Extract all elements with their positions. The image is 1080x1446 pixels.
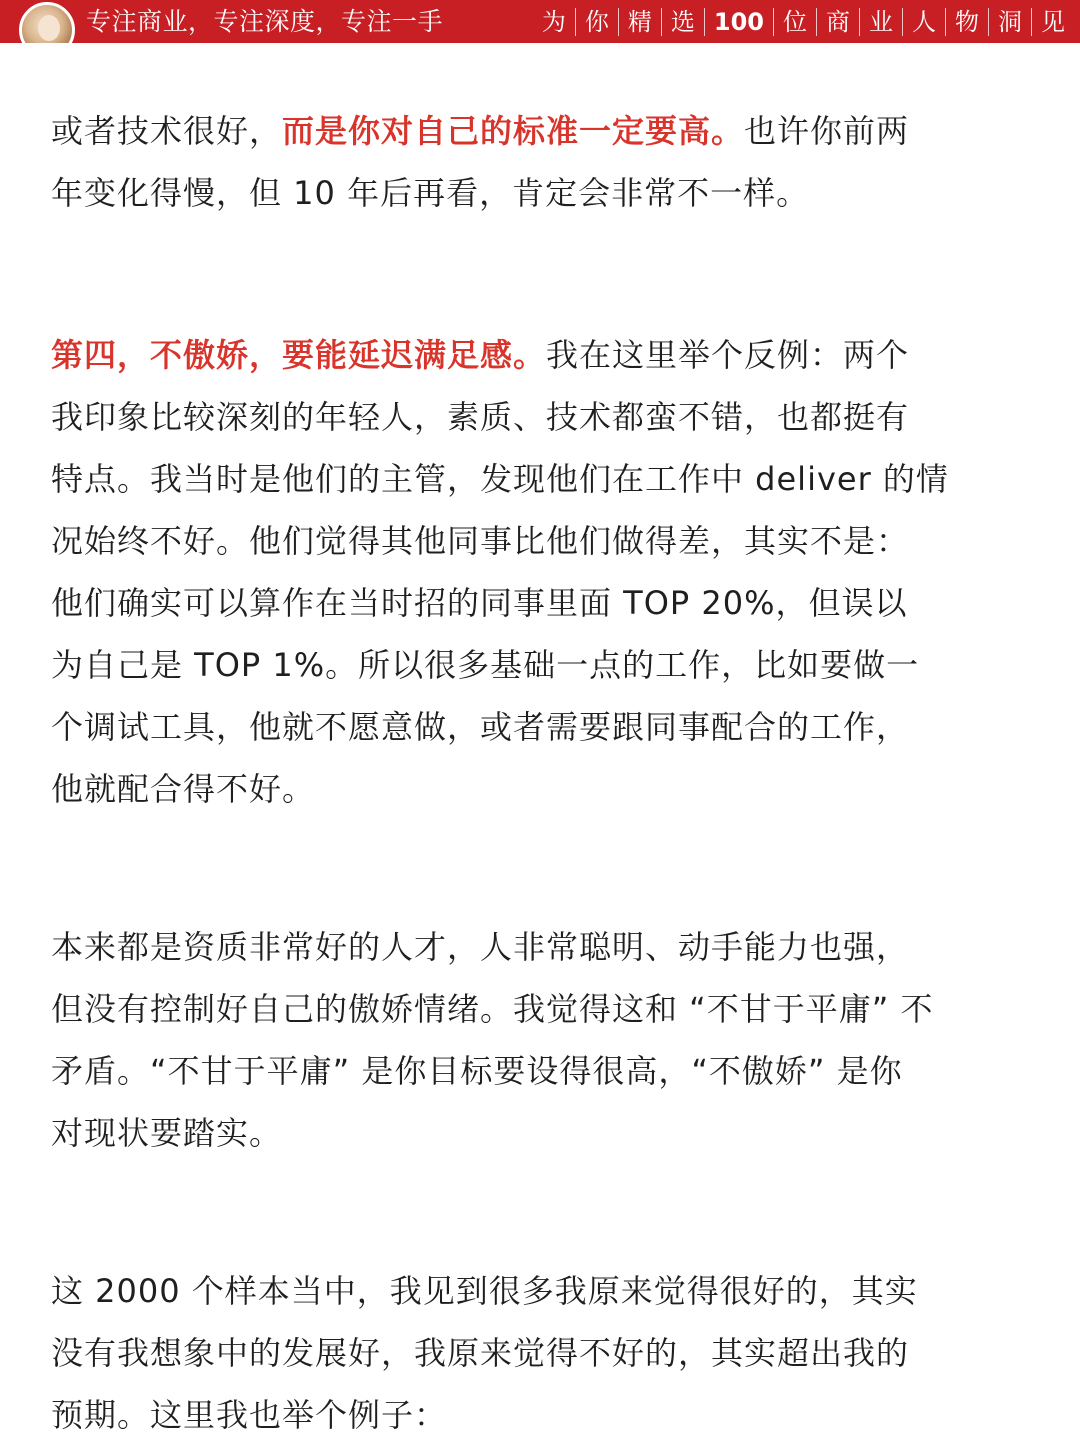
paragraph-1: [51, 100, 1036, 224]
paragraph-3: [51, 916, 1036, 1164]
tagline-char: 业: [859, 8, 902, 36]
avatar[interactable]: [19, 2, 75, 43]
header-banner: [0, 0, 1080, 43]
tagline-char: 人: [902, 8, 945, 36]
text-run: 或者技术很好，: [51, 112, 283, 150]
article-body: [51, 100, 1036, 1446]
text-line: [51, 100, 1036, 162]
highlight-heading: 第四，不傲娇，要能延迟满足感。: [51, 336, 547, 374]
text-line: 我印象比较深刻的年轻人，素质、技术都蛮不错，也都挺有: [51, 398, 910, 436]
avatar-face-icon: [38, 15, 60, 41]
tagline-char: 精: [618, 8, 661, 36]
tagline-char: 为: [541, 7, 566, 36]
tagline-char: 洞: [988, 8, 1031, 36]
paragraph-4: [51, 1260, 1036, 1446]
banner-slogan: 专注商业，专注深度，专注一手: [86, 7, 444, 36]
text-run: 我在这里举个反例：两个: [546, 336, 910, 374]
tagline-char: 见: [1031, 8, 1074, 36]
text-line: 预期。这里我也举个例子：: [51, 1396, 448, 1434]
paragraph-2: [51, 324, 1036, 820]
text-line: 没有我想象中的发展好，我原来觉得不好的，其实超出我的: [51, 1334, 910, 1372]
text-line: 矛盾。“不甘于平庸” 是你目标要设得很高，“不傲娇” 是你: [51, 1052, 903, 1090]
text-line: 他们确实可以算作在当时招的同事里面 TOP 20%，但误以: [51, 584, 908, 622]
tagline-char: 物: [945, 8, 988, 36]
tagline-number: 100: [704, 8, 773, 36]
highlight-text: 而是你对自己的标准一定要高。: [282, 112, 745, 150]
banner-tagline: [533, 0, 1074, 43]
tagline-char: 你: [575, 8, 618, 36]
text-line: 对现状要踏实。: [51, 1114, 283, 1152]
text-line: 本来都是资质非常好的人才，人非常聪明、动手能力也强，: [51, 928, 910, 966]
text-line: 他就配合得不好。: [51, 770, 316, 808]
text-line: 但没有控制好自己的傲娇情绪。我觉得这和 “不甘于平庸” 不: [51, 990, 934, 1028]
tagline-char: 选: [661, 8, 704, 36]
text-run: 也许你前两: [744, 112, 910, 150]
text-line: 况始终不好。他们觉得其他同事比他们做得差，其实不是：: [51, 522, 910, 560]
text-line: [51, 324, 1036, 386]
text-line: 为自己是 TOP 1%。所以很多基础一点的工作，比如要做一: [51, 646, 920, 684]
text-line: 个调试工具，他就不愿意做，或者需要跟同事配合的工作，: [51, 708, 910, 746]
text-line: 特点。我当时是他们的主管，发现他们在工作中 deliver 的情: [51, 460, 949, 498]
tagline-char: 商: [816, 8, 859, 36]
text-line: 这 2000 个样本当中，我见到很多我原来觉得很好的，其实: [51, 1272, 918, 1310]
tagline-char: 位: [773, 8, 816, 36]
text-line: 年变化得慢，但 10 年后再看，肯定会非常不一样。: [51, 174, 810, 212]
